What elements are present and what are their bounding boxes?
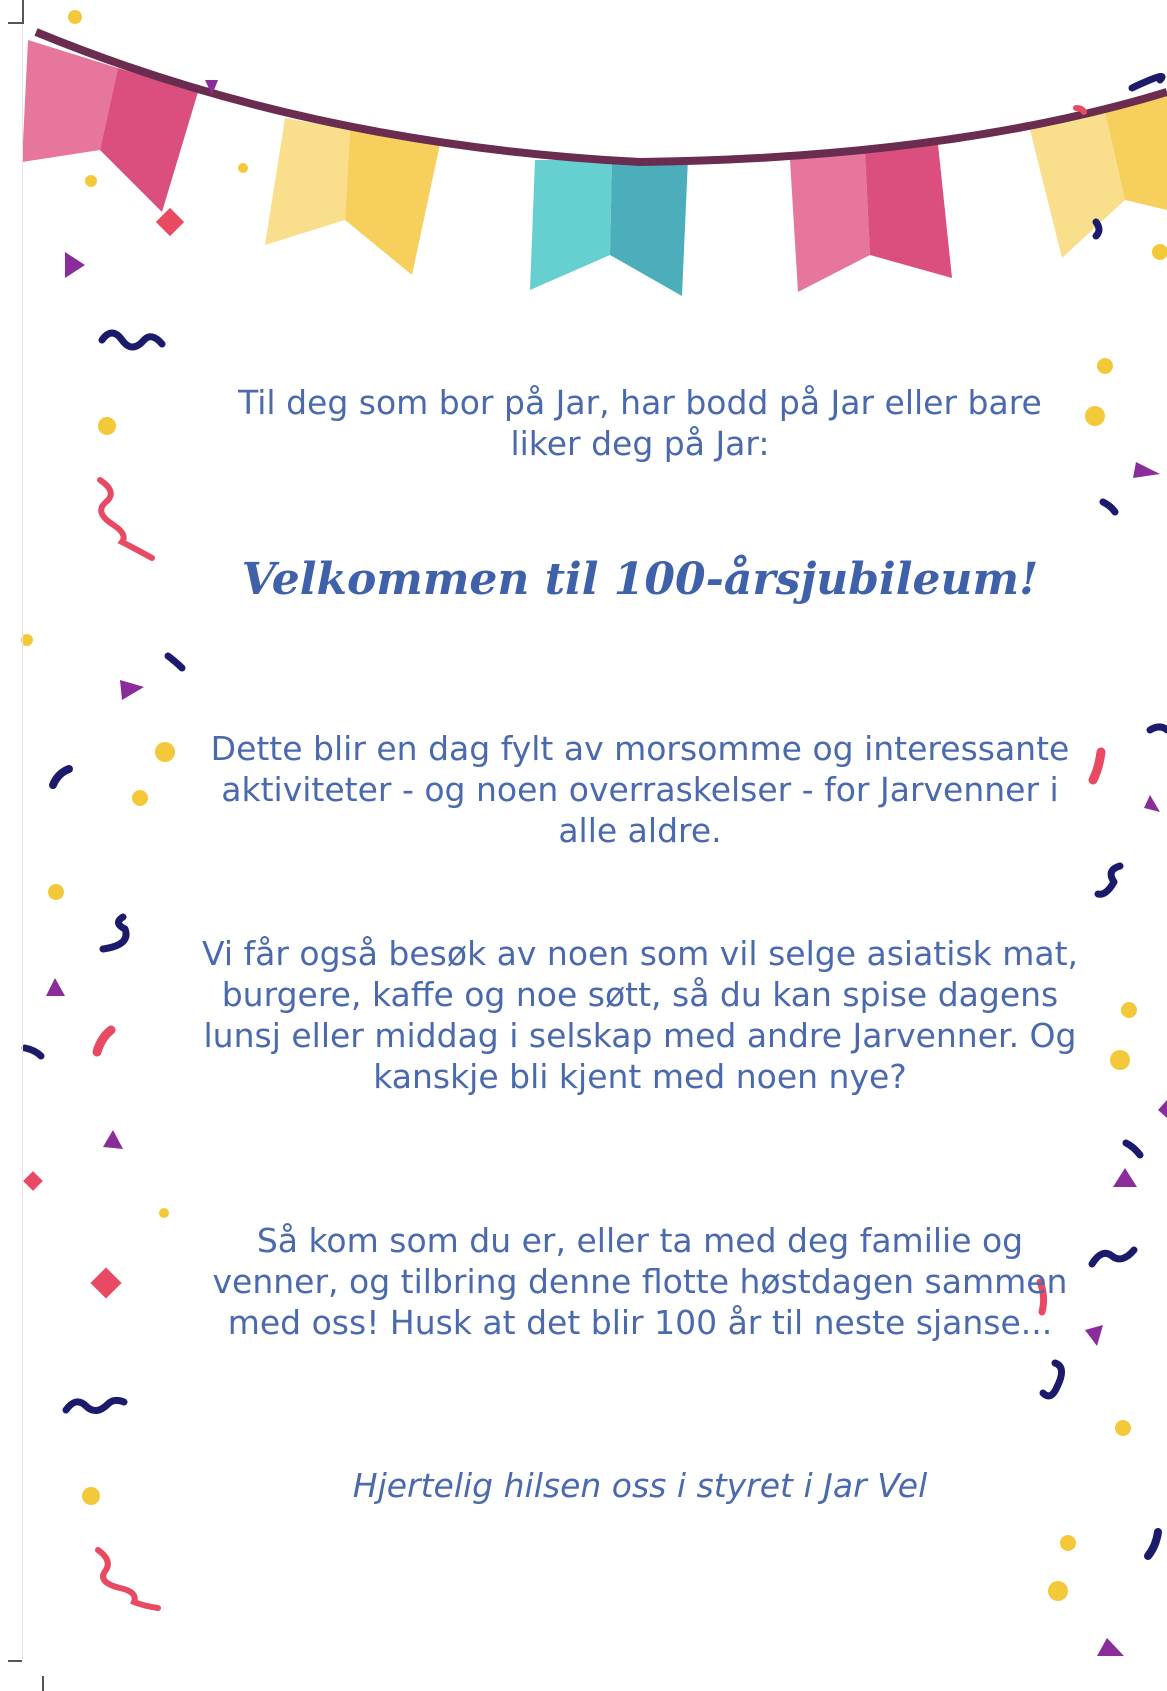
- crop-mark-bottom-left-v: [42, 1676, 44, 1691]
- paragraph-come: Så kom som du er, eller ta med deg familie og venner, og tilbring denne flotte høstdagen sammen med oss! Husk at det blir 100 år til neste sjanse...: [212, 1221, 1068, 1342]
- crop-mark-bottom-left: [8, 1660, 22, 1662]
- signoff: Hjertelig hilsen oss i styret i Jar Vel: [352, 1466, 928, 1505]
- intro-text: Til deg som bor på Jar, har bodd på Jar eller bare liker deg på Jar:: [238, 383, 1042, 463]
- crop-mark-top-left-v: [22, 0, 24, 24]
- bunting-flags-icon: [22, 32, 1167, 296]
- paragraph-food: Vi får også besøk av noen som vil selge asiatisk mat, burgere, kaffe og noe søtt, så du kan spise dagens lunsj eller middag i selskap med andre Jarvenner. Og kanskje bli kjent med noen nye?: [201, 934, 1078, 1096]
- paragraph-activities: Dette blir en dag fylt av morsomme og interessante aktiviteter - og noen overraskelser - for Jarvenner i alle aldre.: [210, 729, 1070, 850]
- headline: Velkommen til 100-årsjubileum!: [241, 554, 1039, 605]
- page-edge-left: [22, 24, 23, 1660]
- crop-mark-top-left: [8, 22, 22, 24]
